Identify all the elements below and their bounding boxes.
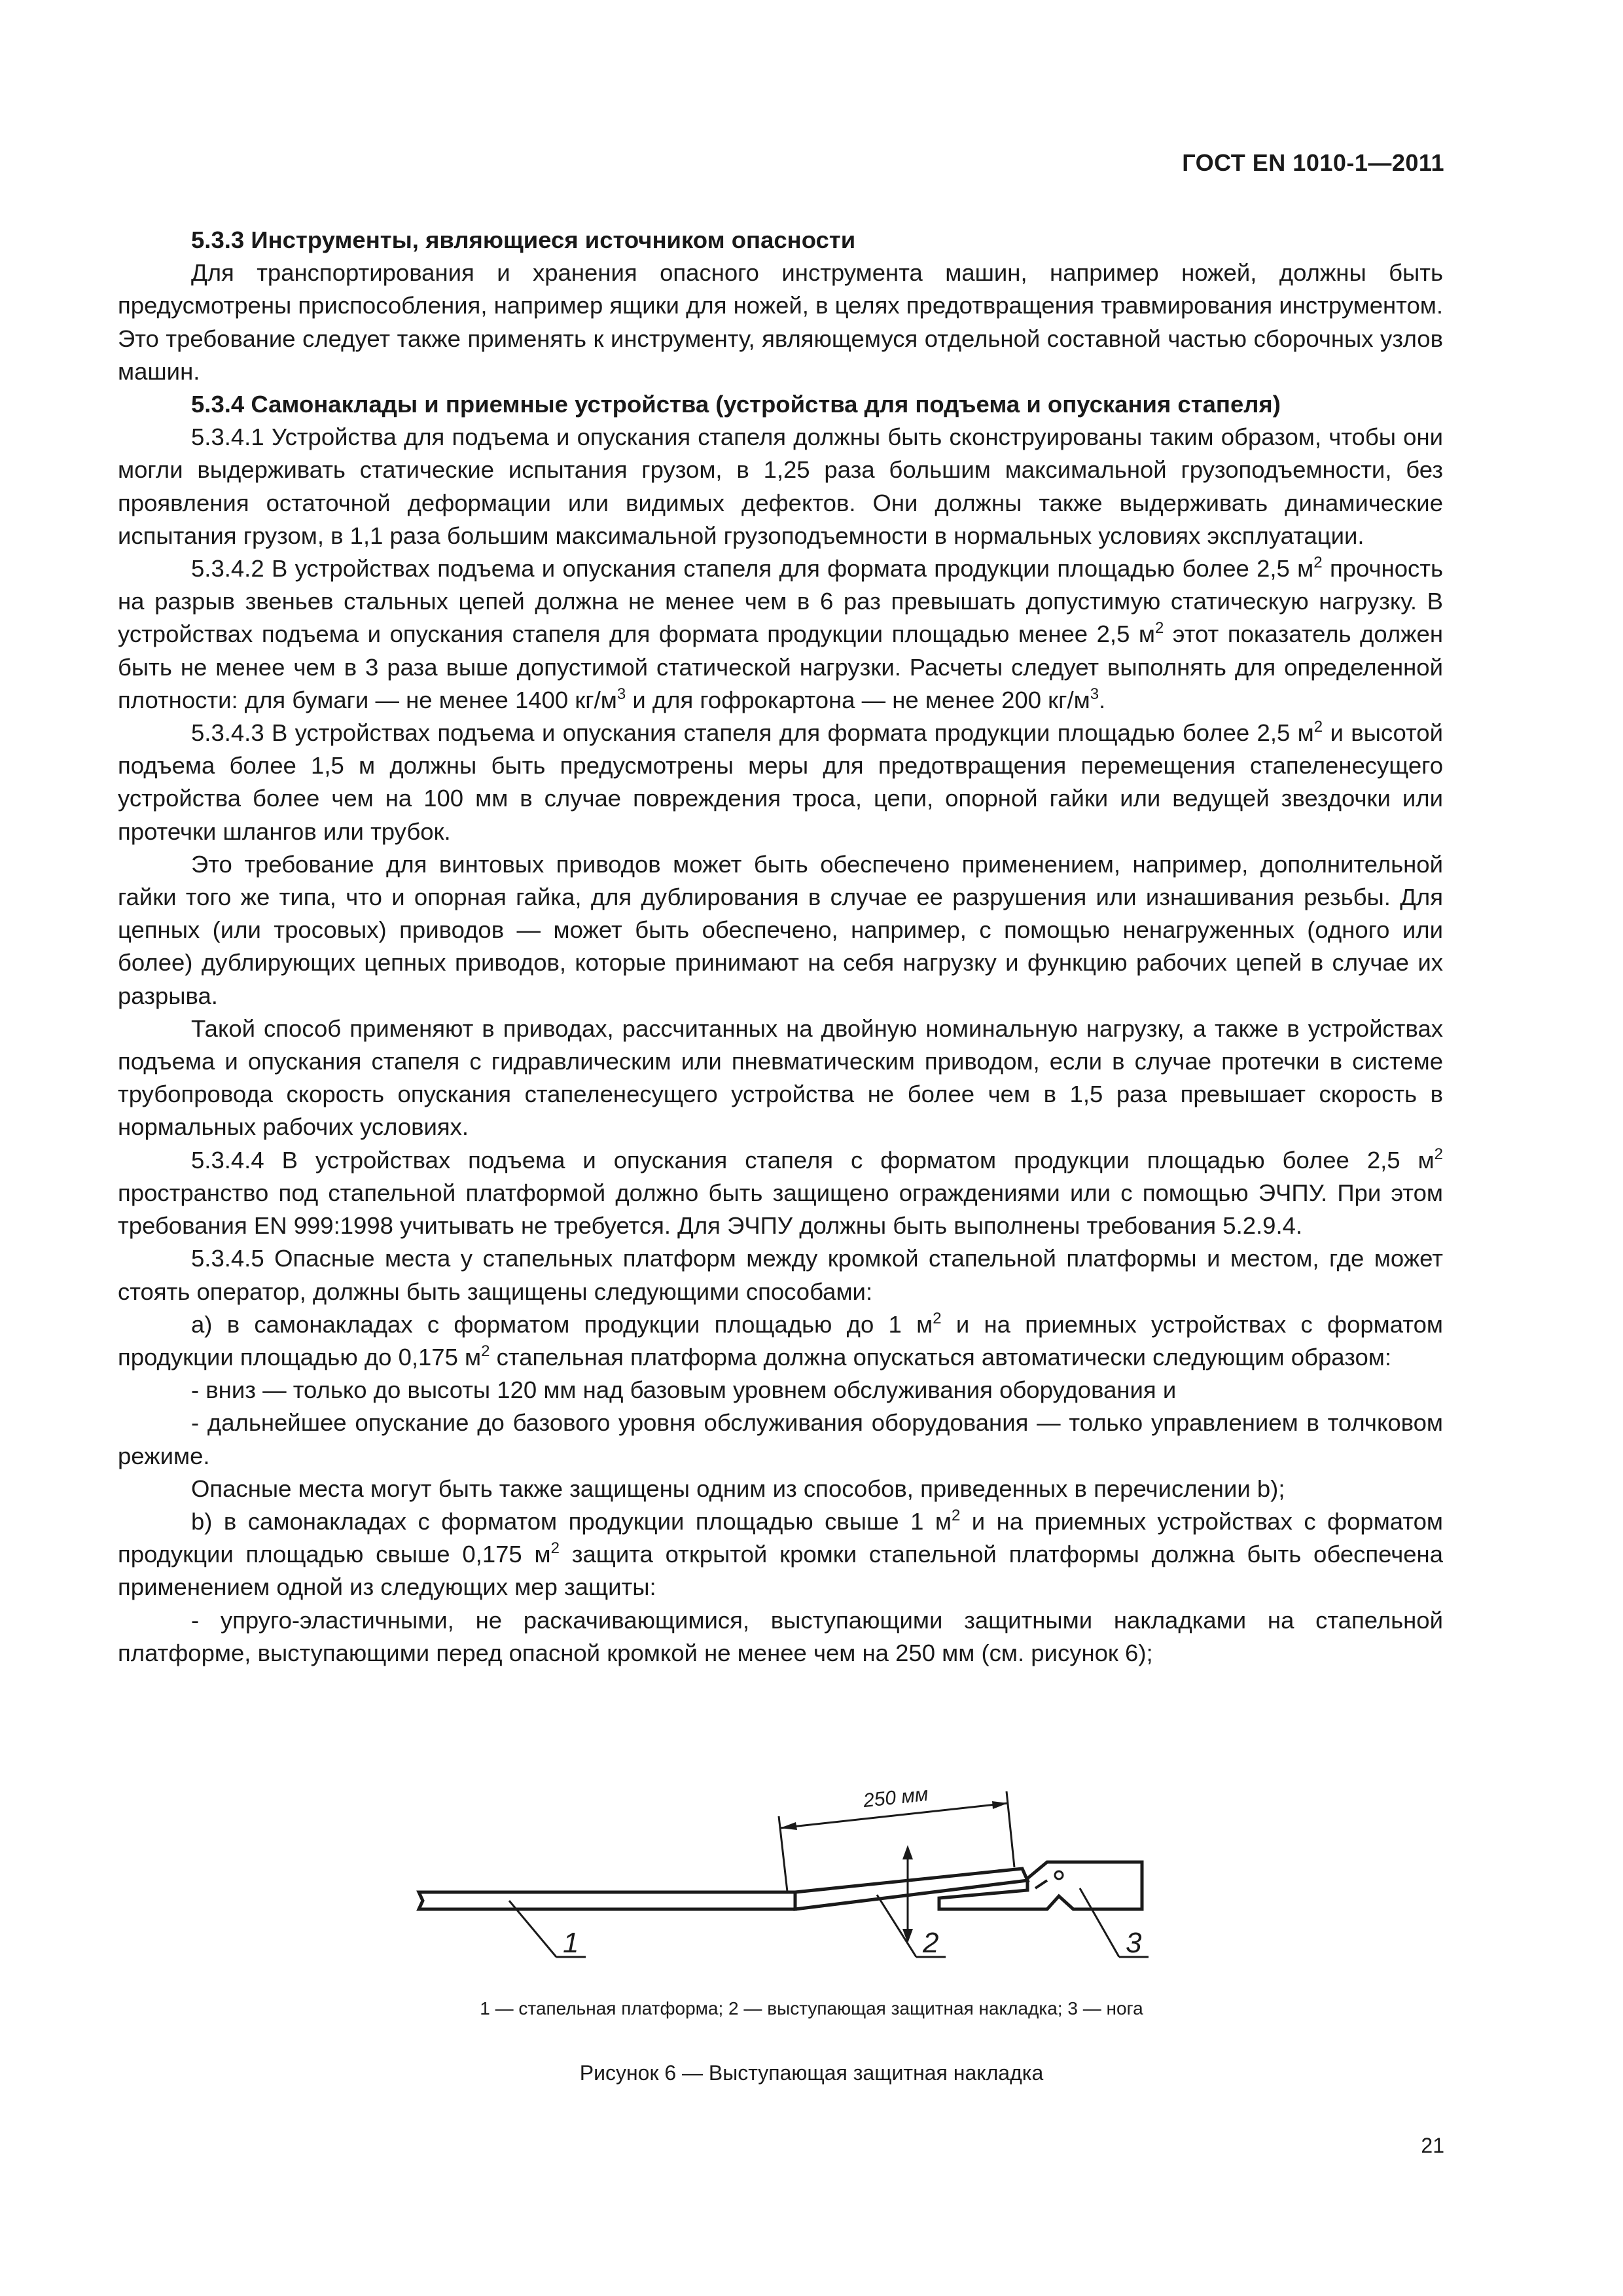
paragraph-5-3-4-2: 5.3.4.2 В устройствах подъема и опускания стапеля для формата продукции площадью более 2,5 $м^2$ прочность на разрыв звеньев стальных цепей должна не менее чем в 6 раз превышать допустимую статическую нагрузку. В устройствах подъема и опускания стапеля для формата продукции площадью менее 2,5 $м^2$ этот показатель должен быть не менее чем в 3 раза выше допустимой статической нагрузки. Расчеты следует выполнять для определенной плотности: для бумаги — не менее 1400 $кг/м^3$ и для гофрокартона — не менее 200 $кг/м^3$. [118,554,1443,713]
paragraph-screw-drives: Это требование для винтовых приводов может быть обеспечено применением, например, дополнительной гайки того же типа, что и опорная гайка, для дублирования в случае ее разрушения или изнашивания резьбы. Для цепных (или тросовых) приводов — может быть обеспечено, например, с помощью ненагруженных (одного или более) дублирующих цепных приводов, которые принимают на себя нагрузку и функцию рабочих цепей в случае их разрыва. [118,850,1443,1009]
leader-line-2 [877,1895,916,1957]
dash-item-further-lowering: - дальнейшее опускание до базового уровня обслуживания оборудования — только управлением в толчковом режиме. [118,1409,1443,1469]
paragraph-5-3-4-3: 5.3.4.3 В устройствах подъема и опускания стапеля для формата продукции площадью более 2,5 $м^2$ и высотой подъема более 1,5 м должны быть предусмотрены меры для предотвращения перемещения стапеленесущего устройства более чем на 100 мм в случае повреждения троса, цепи, опорной гайки или ведущей звездочки или протечки шлангов или трубок. [118,718,1443,845]
figure-title: Рисунок 6 — Выступающая защитная накладка [579,2061,1044,2085]
figure-6-diagram [366,1757,1178,1980]
page-number: 21 [1421,2134,1444,2157]
heading-5-3-4: 5.3.4 Самонаклады и приемные устройства (устройства для подъема и опускания стапеля) [191,391,1281,418]
paragraph-5-3-3: Для транспортирования и хранения опасного инструмента машин, например ножей, должны быть предусмотрены приспособления, например ящики для ножей, в целях предотвращения травмирования инструментом. Это требование следует также применять к инструменту, являющемуся отдельной составной частью сборочных узлов машин. [118,259,1443,385]
stack-platform-shape [419,1892,795,1909]
list-item-a: а) в самонакладах с форматом продукции площадью до 1 $м^2$ и на приемных устройствах с форматом продукции площадью до 0,175 $м^2$ стапельная платформа должна опускаться автоматически следующим образом: [118,1309,1443,1371]
document-header: ГОСТ EN 1010-1—2011 [1182,149,1444,176]
safety-pad-shape [795,1869,1027,1909]
callout-3: 3 [1126,1927,1142,1959]
dimension-arrow-left [780,1822,797,1830]
paragraph-5-3-4-1: 5.3.4.1 Устройства для подъема и опускания стапеля должны быть сконструированы таким образом, чтобы они могли выдерживать статические испытания грузом, в 1,25 раза большим максимальной грузоподъемности, без проявления остаточной деформации или видимых дефектов. Они должны также выдерживать динамические испытания грузом, в 1,1 раза большим максимальной грузоподъемности в нормальных условиях эксплуатации. [118,423,1443,549]
paragraph-also-protected: Опасные места могут быть также защищены одним из способов, приведенных в перечислении b); [191,1475,1285,1502]
paragraph-5-3-4-4: 5.3.4.4 В устройствах подъема и опускания стапеля с форматом продукции площадью более 2,5 $м^2$ пространство под стапельной платформой должно быть защищено ограждениями или с помощью ЭЧПУ. При этом требования EN 999:1998 учитывать не требуется. Для ЭЧПУ должны быть выполнены требования 5.2.9.4. [118,1145,1443,1240]
movement-arrow-up [902,1845,913,1859]
heading-5-3-3: 5.3.3 Инструменты, являющиеся источником опасности [191,226,856,253]
callout-1: 1 [563,1927,579,1959]
leader-line-3 [1080,1888,1119,1957]
dash-item-down: - вниз — только до высоты 120 мм над базовым уровнем обслуживания оборудования и [191,1376,1177,1404]
figure-legend: 1 — стапельная платформа; 2 — выступающая защитная накладка; 3 — нога [480,1998,1143,2018]
paragraph-method: Такой способ применяют в приводах, рассчитанных на двойную номинальную нагрузку, а также в устройствах подъема и опускания стапеля с гидравлическим или пневматическим приводом, если в случае протечки в системе трубопровода скорость опускания стапеленесущего устройства не более чем в 1,5 раза превышает скорость в нормальных рабочих условиях. [118,1014,1443,1141]
document-body [118,224,1443,1670]
paragraph-5-3-4-5: 5.3.4.5 Опасные места у стапельных платформ между кромкой стапельной платформы и местом, где может стоять оператор, должны быть защищены следующими способами: [118,1245,1443,1305]
foot-hole-shape [1055,1871,1063,1879]
dash-item-elastic-pads: - упруго-эластичными, не раскачивающимися, выступающими защитными накладками на стапельной платформе, выступающими перед опасной кромкой не менее чем на 250 мм (см. рисунок 6); [118,1606,1443,1666]
dimension-arrow-right [992,1801,1008,1809]
dimension-label: 250 мм [862,1783,929,1812]
list-item-b: b) в самонакладах с форматом продукции площадью свыше 1 $м^2$ и на приемных устройствах с форматом продукции площадью свыше 0,175 $м^2$ защита открытой кромки стапельной платформы должна быть обеспечена применением одной из следующих мер защиты: [118,1506,1443,1601]
foot-mark-shape [1035,1880,1047,1888]
callout-2: 2 [923,1927,939,1959]
